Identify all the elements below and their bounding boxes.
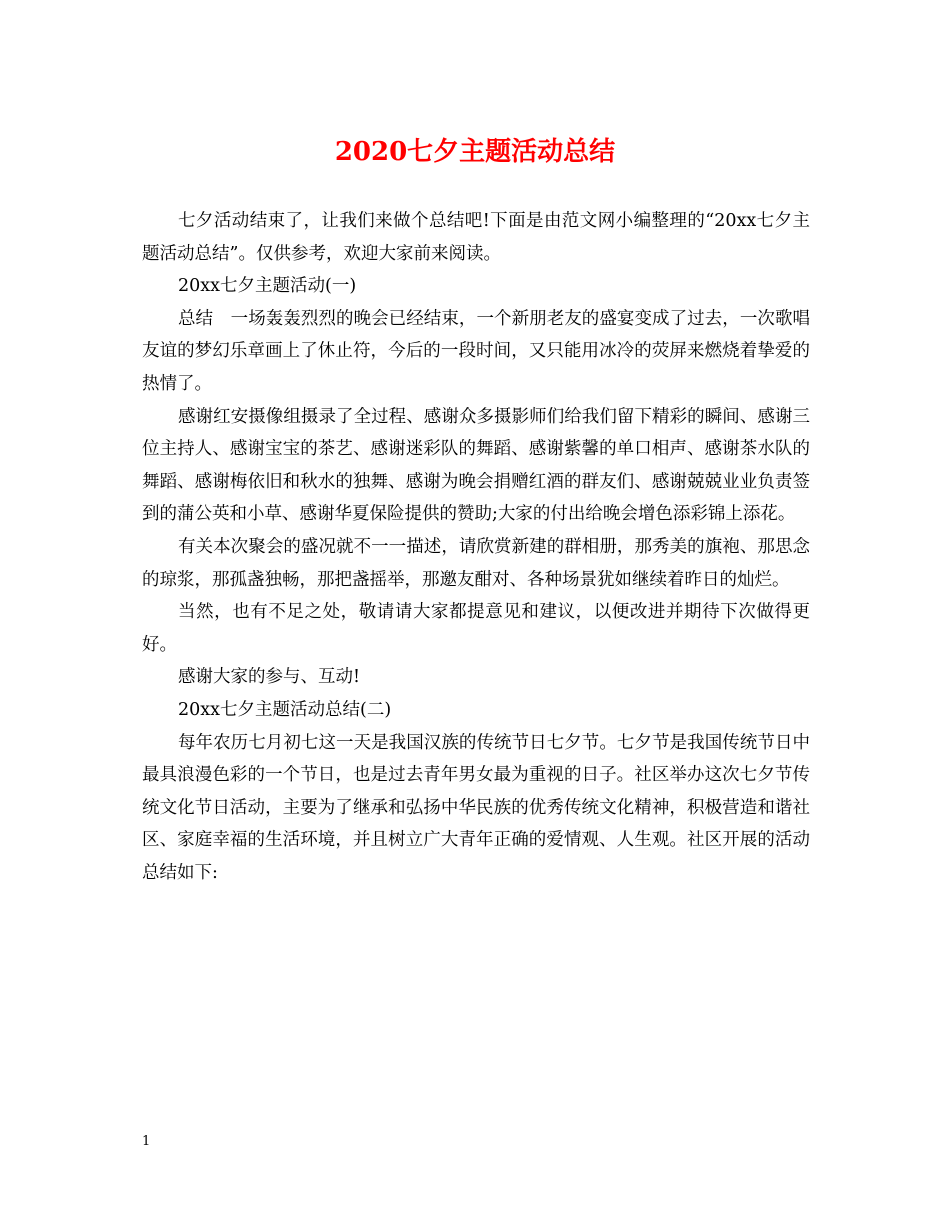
section-heading-two: 20xx七夕主题活动总结(二) (178, 699, 392, 720)
paragraph-closing-thanks: 感谢大家的参与、互动! (178, 667, 361, 688)
document-title: 2020七夕主题活动总结 (334, 137, 616, 167)
paragraph-shortcomings: 当然，也有不足之处，敬请请大家都提意见和建议，以便改进并期待下次做得更好。 (142, 602, 810, 655)
paragraph-festival: 每年农历七月初七这一天是我国汉族的传统节日七夕节。七夕节是我国传统节日中最具浪漫色彩的一个节日，也是过去青年男女最为重视的日子。社区举办这次七夕节传统文化节日活动，主要为了继承和弘扬中华民族的优秀传统文化精神，积极营造和谐社区、家庭幸福的生活环境，并且树立广大青年正确的爱情观、人生观。社区开展的活动总结如下: (142, 732, 810, 883)
paragraph-scene: 有关本次聚会的盛况就不一一描述，请欣赏新建的群相册，那秀美的旗袍、那思念的琼浆，那孤盏独畅，那把盏摇举，那邀友酣对、各种场景犹如继续着昨日的灿烂。 (142, 536, 810, 590)
section-heading-one: 20xx七夕主题活动(一) (178, 276, 357, 297)
paragraph-summary: 总结 一场轰轰烈烈的晚会已经结束，一个新朋老友的盛宴变成了过去，一次歌唱友谊的梦幻乐章画上了休止符，今后的一段时间，又只能用冰冷的荧屏来燃烧着挚爱的热情了。 (142, 308, 810, 394)
paragraph-intro: 七夕活动结束了，让我们来做个总结吧!下面是由范文网小编整理的“20xx七夕主题活动总结”。仅供参考，欢迎大家前来阅读。 (142, 211, 810, 264)
page-number: 1 (142, 1134, 151, 1149)
paragraph-thanks: 感谢红安摄像组摄录了全过程、感谢众多摄影师们给我们留下精彩的瞬间、感谢三位主持人、感谢宝宝的茶艺、感谢迷彩队的舞蹈、感谢紫馨的单口相声、感谢茶水队的舞蹈、感谢梅依旧和秋水的独舞、感谢为晚会捐赠红酒的群友们、感谢兢兢业业负责签到的蒲公英和小草、感谢华夏保险提供的赞助;大家的付出给晚会增色添彩锦上添花。 (142, 406, 810, 525)
document-body (142, 205, 810, 889)
